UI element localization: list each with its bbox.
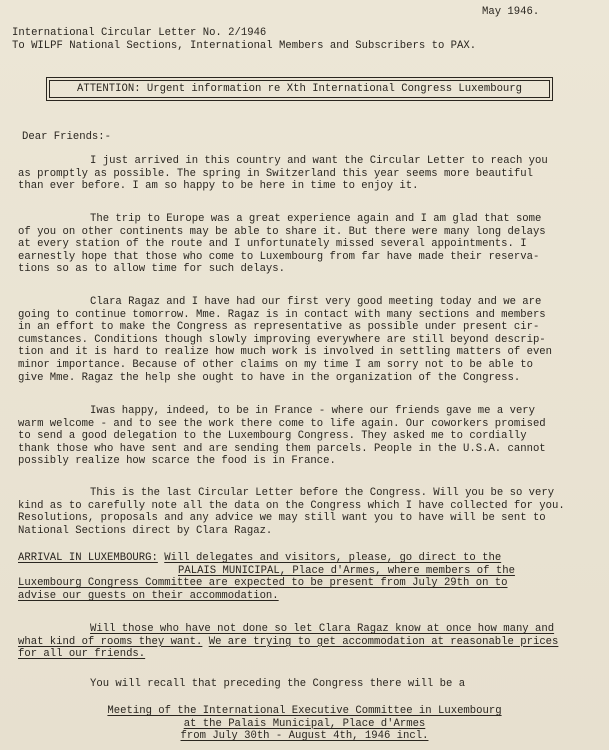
paragraph-line: kind as to carefully note all the data on the Congress which I have collected for you. bbox=[18, 499, 565, 512]
paragraph-line: as promptly as possible. The spring in Switzerland this year seems more beautiful bbox=[18, 167, 533, 180]
paragraph-line: cumstances. Conditions though slowly improving everywhere are still beyond descrip- bbox=[18, 333, 546, 346]
paragraph-5 bbox=[18, 487, 598, 537]
paragraph-1 bbox=[18, 155, 598, 193]
paragraph-line: minor importance. Because of other claims on my time I am sorry not to be able to bbox=[18, 358, 533, 371]
recipients-line: To WILPF National Sections, International Members and Subscribers to PAX. bbox=[12, 39, 477, 52]
meeting-line: from July 30th - August 4th, 1946 incl. bbox=[180, 730, 429, 743]
circular-letter-number: International Circular Letter No. 2/1946 bbox=[12, 27, 267, 39]
closing-line: You will recall that preceding the Congress there will be a bbox=[90, 678, 466, 690]
paragraph-line: of you on other continents may be able to share it. But there were many long delays bbox=[18, 225, 546, 238]
arrival-heading: ARRIVAL IN LUXEMBOURG: bbox=[18, 552, 158, 564]
meeting-line: Meeting of the International Executive Committee in Luxembourg bbox=[107, 705, 502, 717]
letter-header bbox=[12, 27, 476, 52]
paragraph-line: This is the last Circular Letter before the Congress. Will you be so very bbox=[90, 487, 555, 499]
arrival-line: advise our guests on their accommodation. bbox=[18, 589, 279, 602]
arrival-line: Will delegates and visitors, please, go direct to the bbox=[164, 552, 502, 564]
arrival-line: Luxembourg Congress Committee are expected to be present from July 29th on to bbox=[18, 577, 508, 590]
paragraph-line: The trip to Europe was a great experience again and I am glad that some bbox=[90, 213, 542, 225]
attention-box bbox=[46, 77, 553, 101]
paragraph-line: to send a good delegation to the Luxembourg Congress. They asked me to cordially bbox=[18, 430, 527, 443]
arrival-section bbox=[18, 552, 515, 602]
paragraph-4 bbox=[18, 405, 598, 468]
rooms-paragraph bbox=[18, 623, 598, 661]
meeting-announcement bbox=[0, 705, 609, 743]
rooms-line: for all our friends. bbox=[18, 648, 146, 661]
greeting: Dear Friends:- bbox=[22, 131, 112, 143]
paragraph-2 bbox=[18, 213, 598, 276]
paragraph-3 bbox=[18, 296, 598, 384]
paragraph-line: Iwas happy, indeed, to be in France - where our friends gave me a very bbox=[90, 405, 536, 417]
paragraph-line: going to continue tomorrow. Mme. Ragaz is in contact with many sections and members bbox=[18, 308, 546, 321]
paragraph-line: than ever before. I am so happy to be here in time to enjoy it. bbox=[18, 180, 419, 193]
paragraph-line: tions so as to allow time for such delays. bbox=[18, 263, 286, 276]
paragraph-line: tion and it is hard to realize how much work is involved in settling matters of even bbox=[18, 346, 553, 359]
paragraph-line: thank those who have sent and are sending them parcels. People in the U.S.A. cannot bbox=[18, 442, 546, 455]
paragraph-line: earnestly hope that those who come to Luxembourg from far have made their reserva- bbox=[18, 250, 540, 263]
paragraph-line: Resolutions, proposals and any advice we may still want you to have will be sent to bbox=[18, 512, 546, 525]
paragraph-line: give Mme. Ragaz the help she ought to have in the organization of the Congress. bbox=[18, 371, 521, 384]
meeting-line: at the Palais Municipal, Place d'Armes bbox=[183, 717, 426, 730]
paragraph-line: warm welcome - and to see the work there come to life again. Our coworkers promised bbox=[18, 417, 546, 430]
letter-date: May 1946. bbox=[482, 6, 540, 18]
paragraph-line: possibly realize how scarce the food is in France. bbox=[18, 455, 336, 468]
paragraph-line: National Sections direct by Clara Ragaz. bbox=[18, 524, 273, 537]
arrival-line: PALAIS MUNICIPAL, Place d'Armes, where members of the bbox=[178, 564, 515, 577]
rooms-line: We are trying to get accommodation at reasonable prices bbox=[208, 635, 559, 648]
rooms-line: Will those who have not done so let Clara Ragaz know at once how many and bbox=[90, 623, 555, 635]
paragraph-line: in an effort to make the Congress as representative as possible under present cir- bbox=[18, 321, 540, 334]
paragraph-line: Clara Ragaz and I have had our first very good meeting today and we are bbox=[90, 296, 542, 308]
attention-text: ATTENTION: Urgent information re Xth International Congress Luxembourg bbox=[76, 83, 522, 95]
paragraph-line: at every station of the route and I unfortunately missed several appointments. I bbox=[18, 238, 527, 251]
paragraph-line: I just arrived in this country and want the Circular Letter to reach you bbox=[90, 155, 548, 167]
rooms-line: what kind of rooms they want. bbox=[18, 635, 203, 648]
